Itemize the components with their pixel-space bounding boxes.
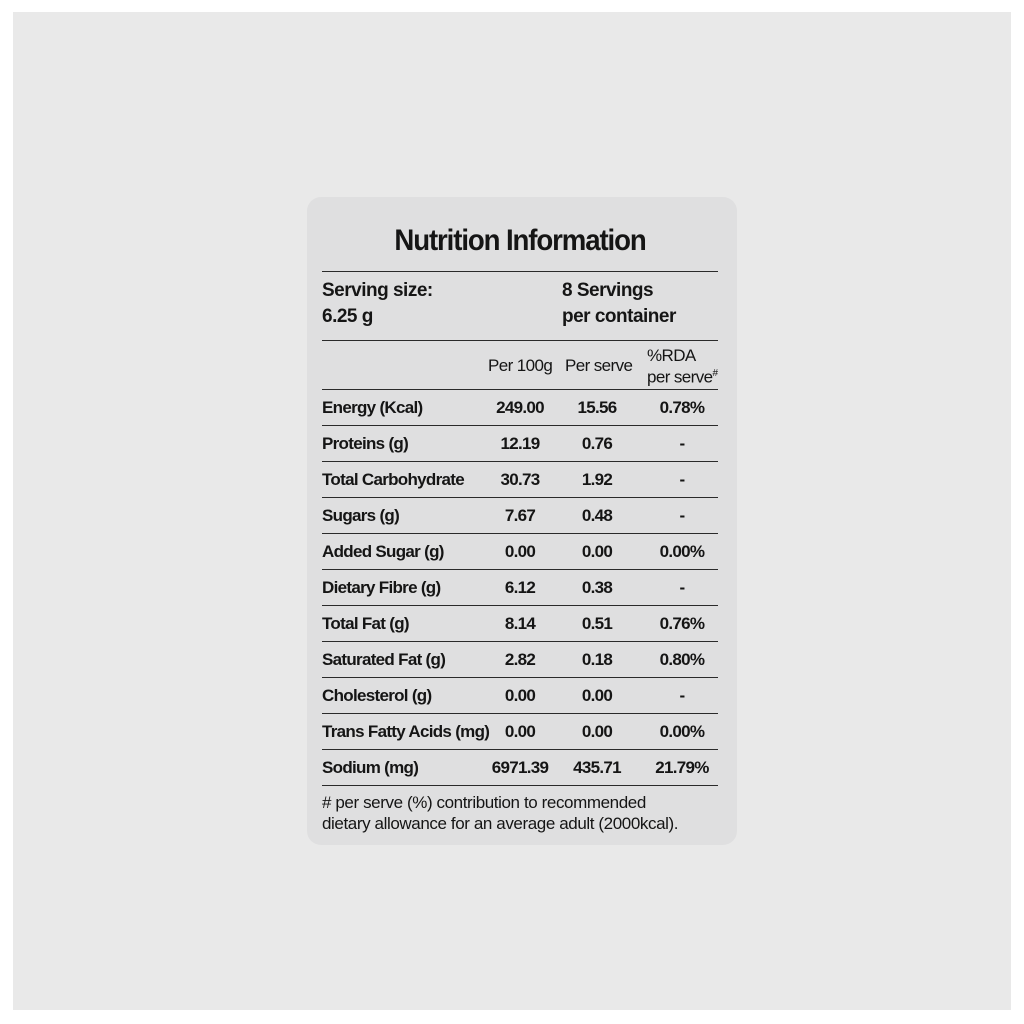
value-rda: 0.78%: [659, 398, 705, 417]
value-per-100g: 0.00: [504, 722, 536, 741]
nutrition-label: [307, 197, 737, 845]
value-per-100g: 6.12: [504, 578, 536, 597]
value-per-serve: 0.00: [581, 686, 613, 705]
value-per-serve: 0.18: [581, 650, 613, 669]
servings-count: 8 Servings: [562, 280, 654, 301]
value-rda: -: [679, 686, 685, 705]
table-row: [322, 533, 718, 569]
footnote-line-2: dietary allowance for an average adult (2000kcal).: [322, 814, 679, 833]
value-per-serve: 0.00: [581, 722, 613, 741]
table-row: [322, 749, 718, 785]
serving-size-label: Serving size:: [322, 280, 433, 301]
value-per-100g: 12.19: [500, 434, 540, 453]
header-rda-mark: #: [712, 368, 718, 379]
value-rda: 0.76%: [659, 614, 705, 633]
value-rda: 0.80%: [659, 650, 705, 669]
nutrient-name: Dietary Fibre (g): [322, 578, 441, 597]
servings-unit: per container: [562, 306, 676, 327]
footnote: [322, 785, 718, 834]
footnote-line-1: # per serve (%) contribution to recommended: [322, 793, 646, 812]
nutrient-name: Trans Fatty Acids (mg): [322, 722, 490, 741]
value-per-serve: 0.00: [581, 542, 613, 561]
table-row: [322, 497, 718, 533]
nutrient-table-body: [322, 389, 718, 785]
nutrient-name: Proteins (g): [322, 434, 409, 453]
value-per-serve: 0.48: [581, 506, 613, 525]
value-per-100g: 249.00: [496, 398, 544, 417]
header-rda: [647, 347, 717, 387]
value-per-serve: 0.38: [581, 578, 613, 597]
nutrient-name: Added Sugar (g): [322, 542, 444, 561]
value-per-100g: 0.00: [504, 542, 536, 561]
header-rda-line2: [647, 365, 717, 387]
table-row: [322, 677, 718, 713]
value-per-serve: 0.76: [581, 434, 613, 453]
nutrient-name: Sodium (mg): [322, 758, 419, 777]
nutrient-name: Total Fat (g): [322, 614, 409, 633]
nutrition-label-content: [322, 223, 718, 834]
table-header: [322, 341, 718, 389]
value-rda: 0.00%: [659, 722, 705, 741]
value-rda: -: [679, 470, 685, 489]
servings-per-container: [562, 278, 676, 330]
header-per-100g: Per 100g: [488, 356, 553, 375]
table-row: [322, 641, 718, 677]
nutrient-name: Energy (Kcal): [322, 398, 423, 417]
serving-size: [322, 278, 433, 330]
value-per-serve: 1.92: [581, 470, 613, 489]
serving-info: [322, 272, 718, 340]
table-row: [322, 605, 718, 641]
table-row: [322, 713, 718, 749]
table-row: [322, 425, 718, 461]
image-frame: [13, 12, 1011, 1010]
value-per-100g: 30.73: [500, 470, 540, 489]
value-rda: 21.79%: [655, 758, 709, 777]
header-per-serve: Per serve: [565, 356, 633, 375]
value-per-100g: 2.82: [504, 650, 536, 669]
value-per-100g: 8.14: [504, 614, 536, 633]
value-rda: -: [679, 578, 685, 597]
value-per-100g: 7.67: [504, 506, 536, 525]
header-rda-line2-text: per serve: [647, 367, 713, 387]
table-row: [322, 461, 718, 497]
value-per-serve: 15.56: [577, 398, 617, 417]
nutrient-name: Sugars (g): [322, 506, 400, 525]
label-title: Nutrition Information: [394, 224, 646, 257]
header-rda-line1: %RDA: [647, 346, 696, 365]
value-per-serve: 435.71: [573, 758, 621, 777]
table-row: [322, 569, 718, 605]
nutrient-name: Total Carbohydrate: [322, 470, 464, 489]
nutrient-name: Cholesterol (g): [322, 686, 432, 705]
value-per-100g: 0.00: [504, 686, 536, 705]
value-rda: -: [679, 434, 685, 453]
nutrient-name: Saturated Fat (g): [322, 650, 446, 669]
value-rda: -: [679, 506, 685, 525]
value-per-100g: 6971.39: [491, 758, 549, 777]
value-per-serve: 0.51: [581, 614, 613, 633]
serving-size-value: 6.25 g: [322, 306, 373, 327]
table-row: [322, 389, 718, 425]
value-rda: 0.00%: [659, 542, 705, 561]
